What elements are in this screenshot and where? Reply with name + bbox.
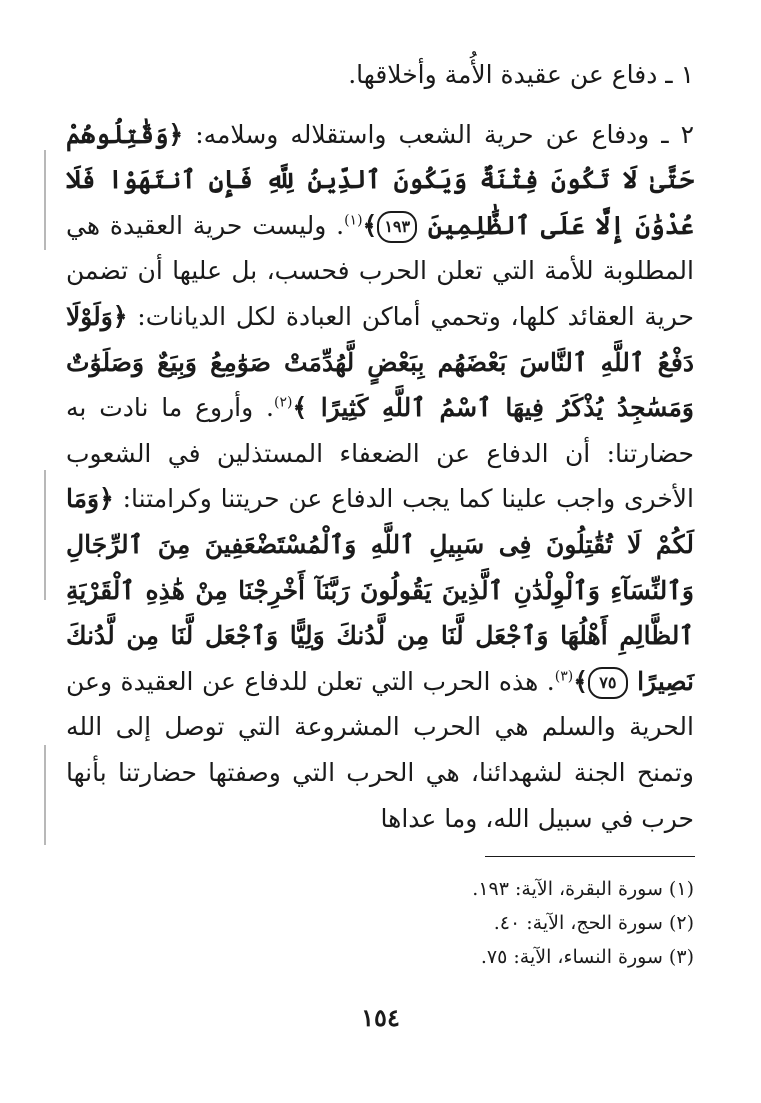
page-edge-mark: [44, 150, 46, 250]
verse-bracket-open: ﴿: [99, 484, 114, 514]
verse-text: وَمَا لَكُمْ لَا تُقَٰتِلُونَ فِى سَبِيلِ ٱللَّهِ وَٱلْمُسْتَضْعَفِينَ مِنَ ٱلرِّجَالِ وَٱلنِّسَآءِ وَٱلْوِلْدَٰنِ ٱلَّذِينَ يَقُولُونَ رَبَّنَآ أَخْرِجْنَا مِنْ هَٰذِهِ ٱلْقَرْيَةِ ٱلظَّالِمِ أَهْلُهَا وَٱجْعَل لَّنَا مِن لَّدُنكَ وَلِيًّا وَٱجْعَل لَّنَا مِن لَّدُنكَ نَصِيرًا: [66, 484, 694, 696]
footnote-ref: (٣): [554, 668, 574, 685]
ayah-number-marker: ٧٥: [588, 667, 628, 699]
verse-text: وَلَوْلَا دَفْعُ ٱللَّهِ ٱلنَّاسَ بَعْضَهُم بِبَعْضٍ لَّهُدِّمَتْ صَوَٰمِعُ وَبِيَعٌ وَصَلَوَٰتٌ وَمَسَٰجِدُ يُذْكَرُ فِيهَا ٱسْمُ ٱللَّهِ كَثِيرًا: [66, 301, 694, 423]
paragraph-text: . وليست حرية العقيدة هي المطلوبة للأمة التي تعلن الحرب فحسب، بل عليها أن تضمن حرية العقائد كلها، وتحمي أماكن العبادة لكل الديانات:: [66, 210, 694, 331]
paragraph: [66, 112, 694, 842]
main-text: [66, 52, 694, 841]
verse-bracket-close: ﴾: [292, 393, 308, 423]
list-item-1: ١ ـ دفاع عن عقيدة الأُمة وأخلاقها.: [348, 60, 694, 89]
page-edge-mark: [44, 745, 46, 845]
quran-verse-3: [66, 484, 694, 695]
footnote: (١) سورة البقرة، الآية: ١٩٣.: [472, 878, 694, 900]
verse-bracket-open: ﴿: [168, 119, 184, 149]
paragraph-text: . وأروع ما نادت به حضارتنا: أن الدفاع عن الضعفاء المستذلين في الشعوب الأخرى واجب علينا كما يجب الدفاع عن حريتنا وكرامتنا:: [66, 393, 694, 514]
verse-text: وَقَٰتِلُوهُمْ حَتَّىٰ لَا تَكُونَ فِتْنَةٌ وَيَكُونَ ٱلدِّينُ لِلَّهِ فَإِنِ ٱنتَهَوْا فَلَا عُدْوَٰنَ إِلَّا عَلَى ٱلظَّٰلِمِينَ: [66, 119, 694, 240]
footnote-divider: [485, 856, 695, 857]
list-item-2-intro: ٢ ـ ودفاع عن حرية الشعب واستقلاله وسلامه:: [195, 119, 695, 149]
footnote-ref: (١): [344, 212, 363, 229]
verse-bracket-close: ﴾: [573, 666, 588, 696]
page-number: ١٥٤: [361, 1003, 400, 1032]
footnotes: [66, 872, 694, 974]
ayah-number-marker: ١٩٣: [377, 211, 417, 243]
page-edge-mark: [44, 470, 46, 600]
footnote-ref: (٢): [273, 394, 293, 411]
footnote: (٣) سورة النساء، الآية: ٧٥.: [480, 946, 694, 968]
paragraph-text: . هذه الحرب التي تعلن للدفاع عن العقيدة وعن الحرية والسلم هي الحرب المشروعة التي توصل إلى الله وتمنح الجنة لشهدائنا، هي الحرب التي وصفتها حضارتنا بأنها حرب في سبيل الله، وما عداها: [66, 666, 694, 833]
footnote: (٢) سورة الحج، الآية: ٤٠.: [493, 912, 694, 934]
verse-bracket-close: ﴾: [362, 210, 378, 240]
verse-bracket-open: ﴿: [112, 301, 128, 331]
